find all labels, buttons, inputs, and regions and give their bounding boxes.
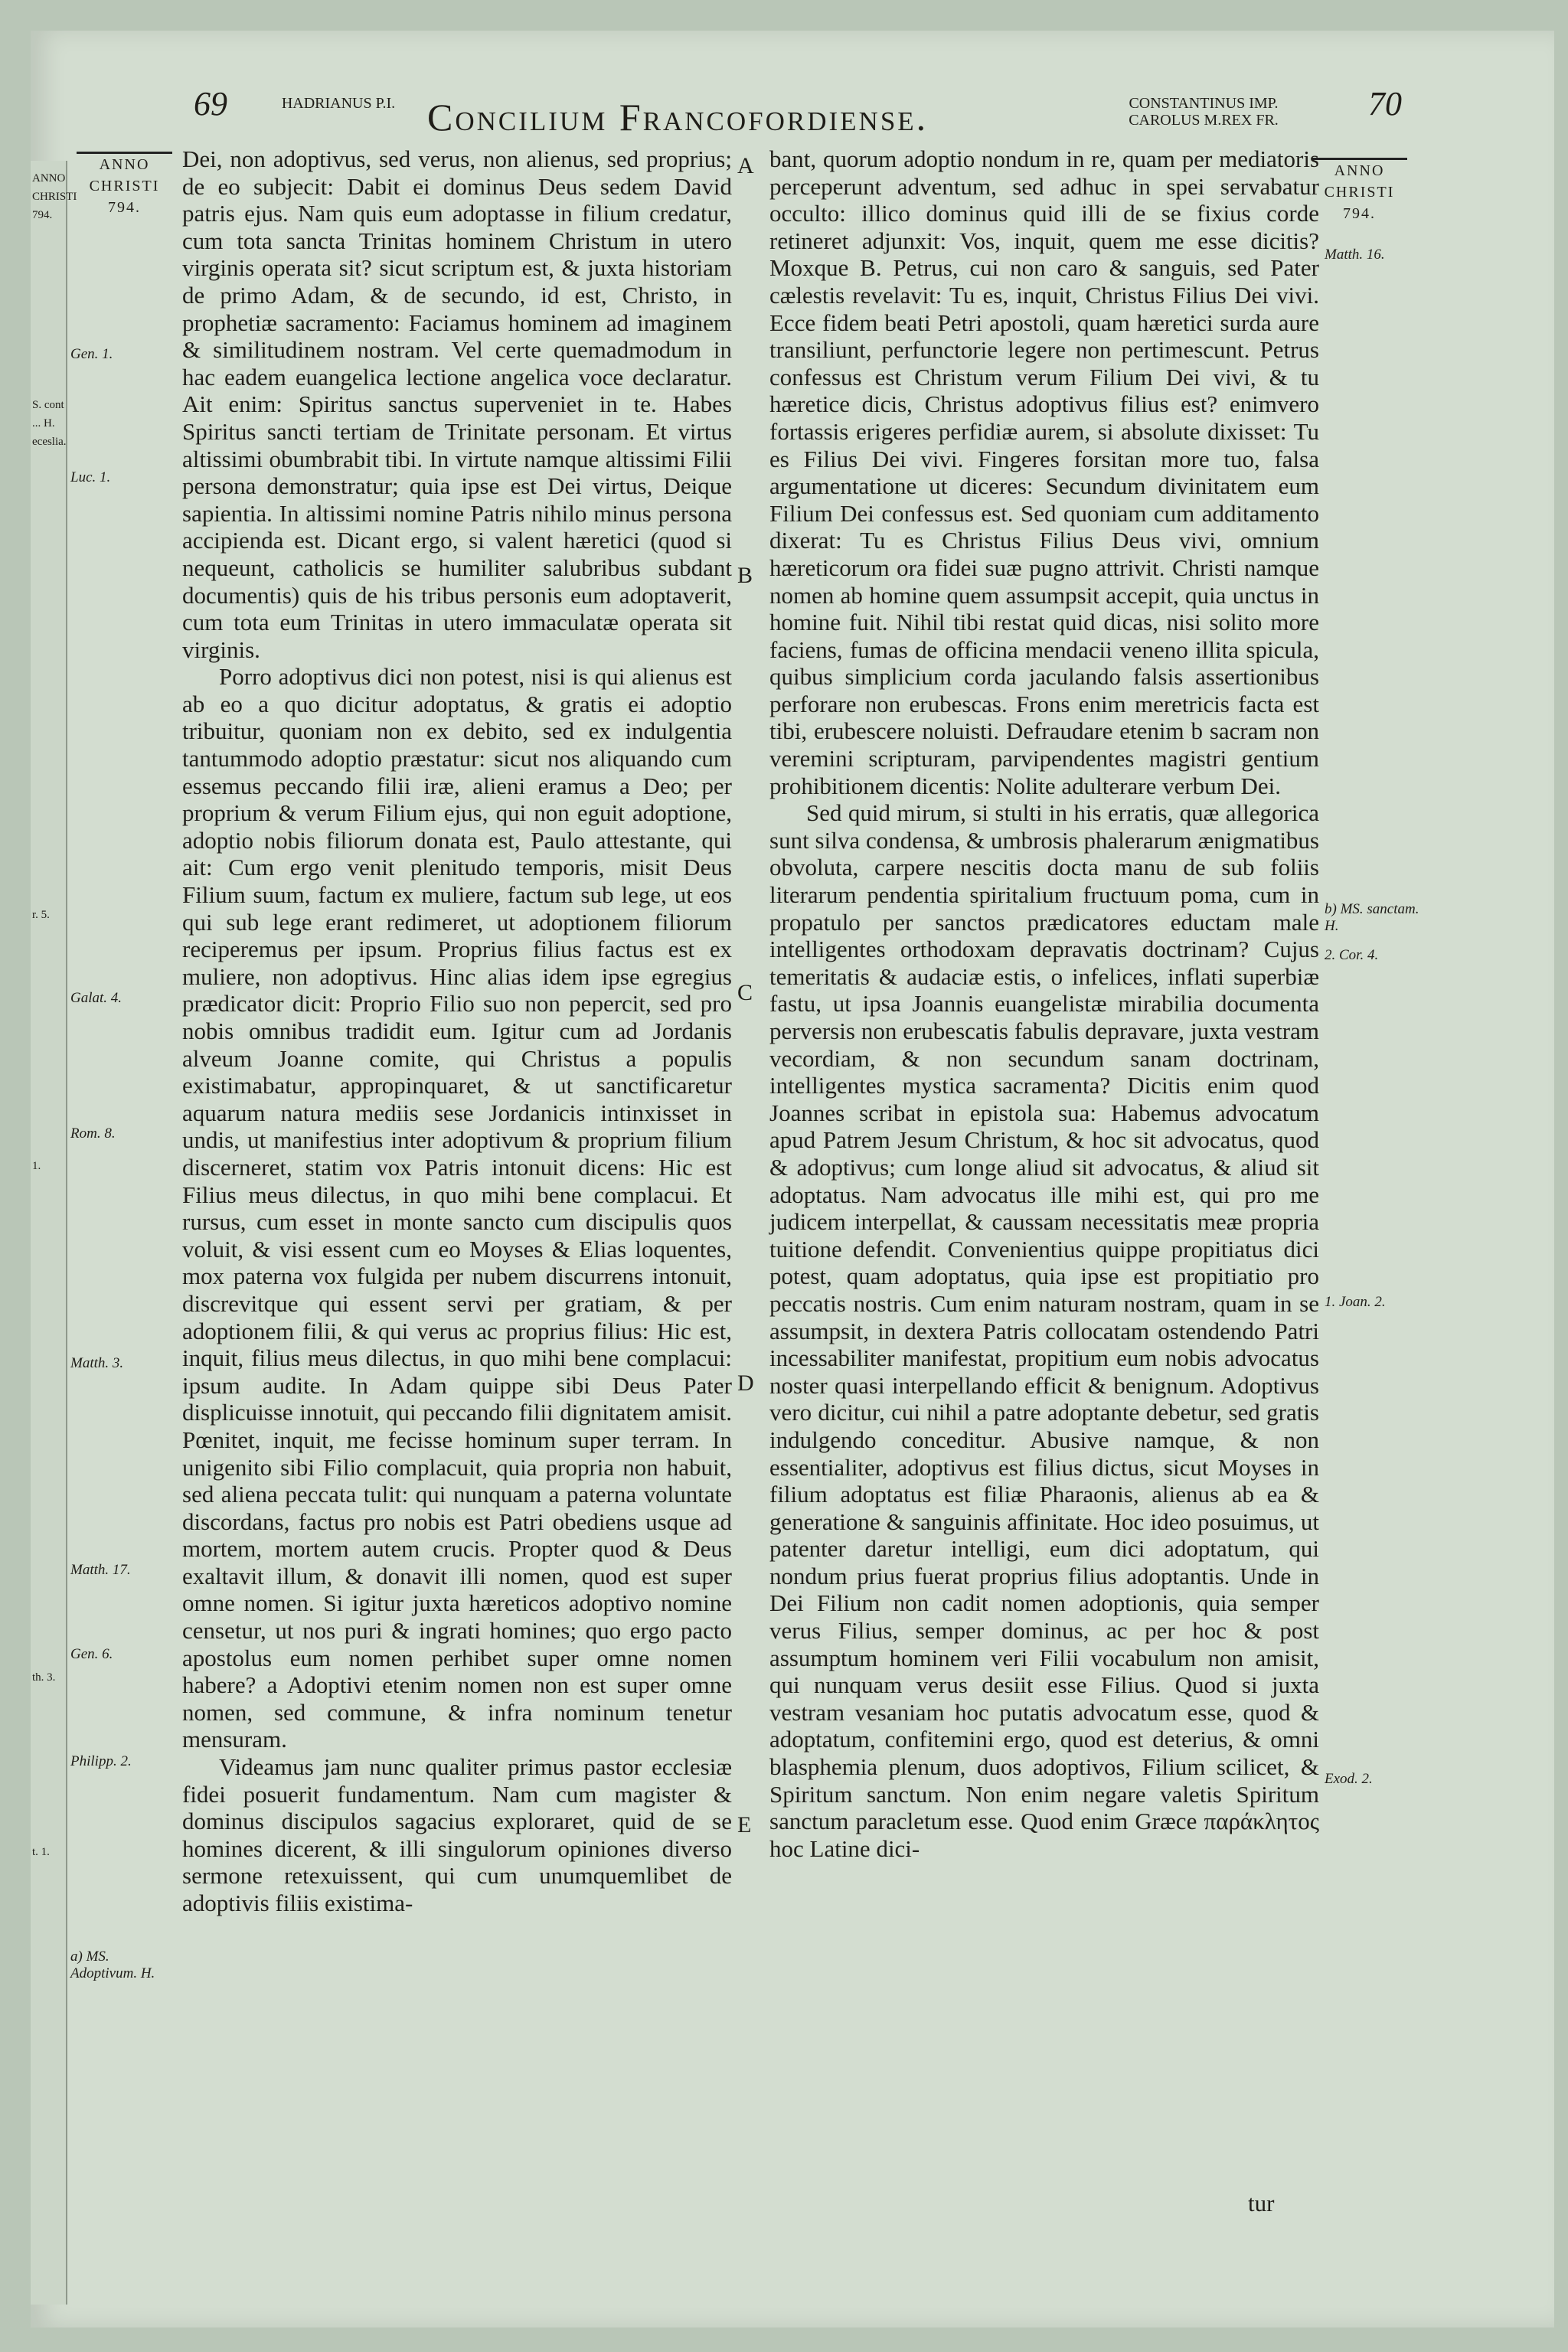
previous-page-edge [31,161,77,2305]
paragraph: Videamus jam nunc qualiter primus pastor ecclesiæ fidei posuerit fundamentum. Nam cum magister & dominus discipulos sagacius exploraret, quid de se homines dicerent, & illi singulorum opiniones diverso sermone retexuissent, qui cum unumquemlibet de adoptivis filiis existima- [182,1753,732,1916]
prev-fragment: 1. [32,1160,41,1172]
section-marker: C [737,980,753,1005]
margin-note: Matth. 16. [1325,247,1385,263]
prev-fragment: 794. [32,209,53,221]
right-text-column [769,145,1319,1862]
anno-christi-left [77,152,172,218]
running-head-right-line1: CONSTANTINUS IMP. [1129,95,1279,112]
margin-note: Luc. 1. [70,469,111,485]
prev-fragment: S. cont [32,399,64,411]
prev-fragment: ANNO [32,172,66,185]
anno-christi-right [1312,158,1407,224]
margin-note: Galat. 4. [70,990,122,1006]
section-marker: D [737,1370,754,1396]
running-head-right-line2: CAROLUS M.REX FR. [1129,112,1279,129]
anno-label: ANNO [99,156,150,173]
prev-fragment: th. 3. [32,1671,56,1684]
margin-note: Matth. 17. [70,1562,131,1578]
christi-label: CHRISTI [1324,184,1395,201]
prev-fragment: r. 5. [32,909,50,921]
prev-fragment: t. 1. [32,1846,50,1858]
anno-label: ANNO [1334,162,1385,179]
prev-fragment: CHRISTI [32,191,77,203]
margin-note: Gen. 6. [70,1646,113,1662]
margin-note: a) MS. Adoptivum. H. [70,1949,155,1981]
year-label: 794. [1343,205,1376,222]
margin-note: Matth. 3. [70,1355,124,1371]
prev-fragment: eceslia. [32,436,67,448]
section-marker: A [737,153,754,178]
margin-note: 1. Joan. 2. [1325,1294,1386,1310]
page-number-left: 69 [194,85,227,122]
paragraph: Dei, non adoptivus, sed verus, non alienus, sed proprius; de eo subjecit: Dabit ei dominus Deus sedem David patris ejus. Nam quis eum adoptasse in filium credatur, cum tota sancta Trinitas hominem Christum in utero virginis operata sit? sicut scriptum est, & juxta historiam de primo Adam, & de secundo, id est, Christo, in prophetiæ sacramento: Faciamus hominem ad imaginem & similitudinem nostram. Vel certe quemadmodum in hac eadem euangelica lectione angelica voce declaratur. Ait enim: Spiritus sanctus superveniet in te. Habes Spiritus sancti tertiam de Trinitate personam. Et virtus altissimi obumbrabit tibi. In virtute namque altissimi Filii persona demonstratur; quia ipse est Dei virtus, Deique sapientia. In altissimi nomine Patris nihilo minus persona accipienda est. Dicant ergo, si valent hæretici (quod si nequeunt, catholicis se humiliter salubribus subdant documentis) quis de his tribus personis eum adoptaverit, cum tota eum Trinitas in utero immaculatæ operata sit virginis. [182,145,732,663]
section-marker: B [737,563,753,588]
catchword: tur [1248,2190,1275,2216]
christi-label: CHRISTI [89,178,160,194]
running-head-right [1089,95,1318,129]
paragraph: bant, quorum adoptio nondum in re, quam per mediatoris perceperunt adventum, sed adhuc in spei servabatur occulto: illico dominus quid illi de se fixius corde retineret adjunxit: Vos, inquit, quem me esse dicitis? Moxque B. Petrus, cui non caro & sanguis, sed Pater cælestis revelavit: Tu es, inquit, Christus Filius Dei vivi. Ecce fidem beati Petri apostoli, quam hæretici surda aure transiliunt, perfunctorie legere non pertimescunt. Petrus confessus est Christum verum Filium Dei vivi, & tu hæretice dicis, Christus adoptivus filius est? enimvero fortassis erigeres perfidiæ aurem, si absolute dixisset: Tu es Filius Dei vivi. Fingeres forsitan more tuo, falsa argumentatione ut diceres: Secundum divinitatem eum Filium Dei confessus est. Sed quoniam cum additamento dixerat: Tu es Christus Filius Deus vivi, omnium hæreticorum ora fidei suæ pugno attrivit. Christi namque nomen ab homine quem assumpsit accepit, quia unctus in homine fuit. Nihil tibi restat quid dicas, nisi solito more faciens, fumas de officina mendacii veneno illita spicula, quibus simplicium corda jaculando falsis assertionibus perforare non erubescas. Frons enim meretricis facta est tibi, erubescere noluisti. Defraudare etenim b sacram non veremini scripturam, parvipendentes magistri gentium prohibitionem dicentis: Nolite adulterare verbum Dei. [769,145,1319,799]
year-label: 794. [108,199,141,216]
prev-fragment: ... H. [32,417,55,430]
running-head-left: HADRIANUS P.I. [281,95,396,112]
margin-note: Exod. 2. [1325,1771,1373,1787]
paragraph: Porro adoptivus dici non potest, nisi is qui alienus est ab eo a quo dicitur adoptatus, & gratis ei adoptio tribuitur, quoniam non ex debito, sed ex indulgentia tantummodo adoptio præstatur: sicut nos aliquando cum essemus peccando filii iræ, alieni eramus a Deo; per proprium & verum Filium ejus, qui non eguit adoptione, adoptio nobis filiorum donata est, Paulo attestante, qui ait: Cum ergo venit plenitudo temporis, misit Deus Filium suum, factum ex muliere, factum sub lege, ut eos qui sub lege erant redimeret, ut adoptionem filiorum reciperemus per ipsum. Proprius filius factus est ex muliere, non adoptivus. Hinc alias idem ipse egregius prædicator dicit: Proprio Filio suo non pepercit, sed pro nobis omnibus tradidit eum. Igitur cum ad Jordanis alveum Joanne comite, qui Christus a populis existimabatur, appropinquaret, & ut sanctificaretur aquarum natura mediis sese Jordanicis intinxisset in undis, ut manifestius inter adoptivum & proprium filium discerneret, statim vox Patris intonuit dicens: Hic est Filius meus dilectus, in quo mihi bene complacui. Et rursus, cum esset in monte sancto cum discipulis quos voluit, & visi essent cum eo Moyses & Elias loquentes, mox paterna vox fulgida per nubem discurrens intonuit, discrevitque qui essent servi per gratiam, & per adoptionem filii, & qui verus ac proprius filius: Hic est, inquit, filius meus dilectus, in quo mihi bene complacui: ipsum audite. In Adam quippe sibi Deus Pater displicuisse innotuit, qui peccando filii dignitatem amisit. Pœnitet, inquit, me fecisse hominum super terram. In unigenito sibi Filio complacuit, quia propria non habuit, sed aliena peccata tulit: qui nunquam a paterna voluntate discordans, factus pro nobis est Patri obediens usque ad mortem, mortem autem crucis. Propter quod & Deus exaltavit illum, & donavit illi nomen, quod est super omne nomen. Si igitur juxta hæreticos adoptivo nomine censetur, ut nos puri & ingrati homines; quo ergo pacto apostolus eum nomen perhibet super omne nomen habere? a Adoptivi etenim nomen non est super omne nomen, sed commune, & infra nominum tenetur mensuram. [182,663,732,1753]
margin-note: b) MS. sanctam. H. [1325,901,1419,934]
margin-note: 2. Cor. 4. [1325,947,1379,963]
section-marker: E [737,1812,752,1838]
margin-note: Rom. 8. [70,1125,116,1142]
page-header [0,55,1568,147]
margin-note: Gen. 1. [70,346,113,362]
paragraph: Sed quid mirum, si stulti in his erratis, quæ allegorica sunt silva condensa, & umbrosis phalerarum ænigmatibus obvoluta, carpere nescitis docta manu de sub foliis literarum pendentia spiritalium fructuum poma, cum in propatulo per sanctos prædicatores eductam male intelligentes orthodoxam depravatis doctrinam? Cujus temeritatis & audaciæ estis, o infelices, inflati superbiæ fastu, ut ipsa Joannis euangelistæ mirabilia documenta perversis non erubescatis fabulis depravare, juxta vestram vecordiam, & non secundum sanam doctrinam, intelligentes mystica sacramenta? Dicitis enim quod Joannes scribat in epistola sua: Habemus advocatum apud Patrem Jesum Christum, & hoc sit advocatus, quod & adoptivus; cum longe aliud sit advocatus, & aliud sit adoptatus. Nam advocatus ille mihi est, qui pro me judicem interpellat, & caussam necessitatis meæ propria tuitione defendit. Convenientius quippe propitiatus dici potest, quam adoptatus, quia ipse est propitiatio pro peccatis nostris. Cum enim naturam nostram, quam in se assumpsit, in dextera Patris collocatam ostendendo Patri incessabiliter manifestat, propitium eum nobis advocatus noster quasi interpellando efficit & benignum. Adoptivus vero dicitur, cui nihil a patre adoptante debetur, sed gratis indulgendo conceditur. Abusive namque, & non essentialiter, adoptivus est filius dictus, sicut Moyses in filium adoptatus est filiæ Pharaonis, alienus ab ea & generatione & sanguinis affinitate. Hoc ideo posuimus, ut patenter daretur intelligi, eum dici adoptatum, qui nondum prius fuerat proprius filius adoptantis. Unde in Dei Filium non cadit nomen adoptionis, quia semper verus Filius, semper dominus, ac per hoc & post assumptum hominem veri Filii vocabulum non amisit, qui nunquam verus desiit esse Filius. Quod si juxta vestram vesaniam hoc putatis advocatum esse, quod & adoptatum, confitemini ergo, quod est deterius, & omni blasphemia plenum, duos adoptivos, Filium scilicet, & Spiritum sanctum. Non enim negare valetis Spiritum sanctum paracletum esse. Quod enim Græce παράκλητος hoc Latine dici- [769,799,1319,1862]
left-text-column [182,145,732,1917]
page-number-right: 70 [1368,85,1402,122]
running-title: Concilium Francofordiense. [427,96,929,139]
margin-note: Philipp. 2. [70,1753,132,1769]
